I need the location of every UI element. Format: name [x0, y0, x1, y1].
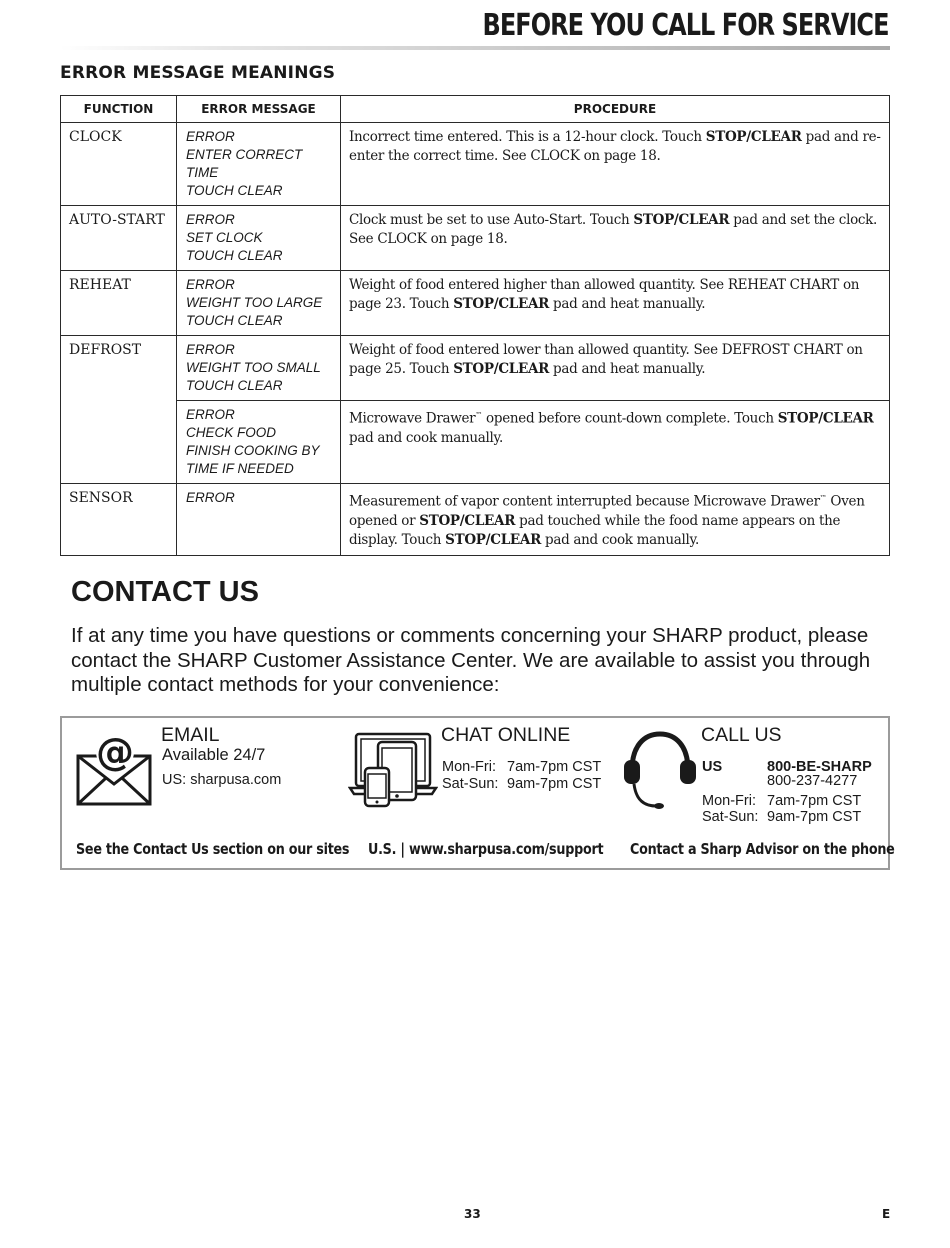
procedure-text: pad and set the clock. See CLOCK on page 18.: [349, 212, 878, 247]
call-title: CALL US: [701, 724, 782, 746]
call-hours-weekday-days: Mon-Fri:: [702, 793, 756, 809]
function-cell: SENSOR: [61, 484, 177, 556]
svg-text:@: @: [96, 730, 134, 774]
email-title: EMAIL: [161, 724, 220, 746]
procedure-text: Weight of food entered lower than allowed quantity. See DEFROST CHART on page 25. Touch: [349, 342, 863, 377]
page-number: 33: [464, 1207, 481, 1221]
procedure-cell: [341, 484, 890, 556]
procedure-text: pad and heat manually.: [549, 361, 706, 377]
function-cell: CLOCK: [61, 123, 177, 206]
call-hours-weekend-time: 9am-7pm CST: [767, 809, 862, 825]
page-header-title: BEFORE YOU CALL FOR SERVICE: [482, 8, 888, 43]
error-message-table: [60, 95, 890, 556]
table-row: [61, 336, 890, 401]
error-message-cell: [177, 401, 341, 484]
header-rule: [60, 46, 890, 50]
procedure-text: pad touched while the food name appears on the display. Touch: [349, 512, 841, 548]
contact-title: CONTACT US: [71, 576, 259, 608]
table-row: [61, 271, 890, 336]
procedure-text: Measurement of vapor content interrupted because Microwave Drawer: [349, 493, 820, 510]
procedure-cell: [341, 123, 890, 206]
error-message-line: ERROR: [186, 342, 235, 357]
procedure-cell: [341, 336, 890, 401]
call-phone-number[interactable]: 800-237-4277: [767, 773, 858, 789]
procedure-text: pad and cook manually.: [541, 531, 700, 548]
trademark-symbol: ™: [819, 494, 827, 502]
procedure-bold-text: STOP/CLEAR: [633, 212, 730, 228]
procedure-bold-text: STOP/CLEAR: [419, 512, 516, 529]
email-envelope-icon: [76, 730, 154, 808]
error-message-line: ERROR: [186, 212, 235, 227]
headset-icon: [622, 730, 698, 810]
error-message-line: ERROR: [186, 490, 235, 505]
function-cell: AUTO-START: [61, 206, 177, 271]
procedure-bold-text: STOP/CLEAR: [705, 129, 802, 145]
table-row: [61, 123, 890, 206]
chat-footer[interactable]: U.S. | www.sharpusa.com/support: [368, 840, 604, 858]
contact-intro: If at any time you have questions or comments concerning your SHARP product, please contact the SHARP Customer Assistance Center. We are available to assist you through multiple contact methods for your convenience:: [71, 624, 871, 696]
error-message-line: TIME IF NEEDED: [186, 461, 294, 476]
chat-hours-weekend-time: 9am-7pm CST: [507, 776, 602, 792]
column-header-error-message: ERROR MESSAGE: [177, 96, 341, 123]
chat-hours-weekday-days: Mon-Fri:: [442, 759, 496, 775]
error-message-cell: [177, 336, 341, 401]
procedure-text: Incorrect time entered. This is a 12-hour clock. Touch: [349, 129, 706, 145]
procedure-bold-text: STOP/CLEAR: [445, 531, 541, 548]
trademark-symbol: ™: [475, 411, 483, 419]
error-message-line: FINISH COOKING BY: [186, 443, 320, 458]
email-site[interactable]: US: sharpusa.com: [162, 772, 282, 788]
error-message-line: TOUCH CLEAR: [186, 248, 283, 263]
devices-icon: [348, 732, 438, 808]
procedure-bold-text: STOP/CLEAR: [777, 410, 874, 427]
contact-methods-box: [60, 716, 895, 870]
email-availability: Available 24/7: [162, 746, 266, 764]
call-hours-weekend-days: Sat-Sun:: [702, 809, 759, 825]
error-message-line: WEIGHT TOO SMALL: [186, 360, 321, 375]
table-header-row: [61, 96, 890, 123]
call-footer: Contact a Sharp Advisor on the phone: [630, 840, 895, 858]
error-message-line: ERROR: [186, 407, 235, 422]
error-message-line: ENTER CORRECT TIME: [186, 147, 303, 180]
error-section-title: ERROR MESSAGE MEANINGS: [60, 63, 336, 83]
chat-hours-weekday-time: 7am-7pm CST: [507, 759, 602, 775]
procedure-text: opened before count-down complete. Touch: [482, 410, 778, 427]
table-row: [61, 206, 890, 271]
procedure-cell: [341, 206, 890, 271]
function-cell: DEFROST: [61, 336, 177, 484]
procedure-text: pad and re-enter the correct time. See CLOCK on page 18.: [349, 129, 881, 164]
procedure-text: pad and heat manually.: [549, 296, 706, 312]
table-row: [61, 484, 890, 556]
column-header-function: FUNCTION: [61, 96, 177, 123]
procedure-cell: [341, 271, 890, 336]
error-message-line: TOUCH CLEAR: [186, 313, 283, 328]
error-message-line: WEIGHT TOO LARGE: [186, 295, 323, 310]
procedure-text: Weight of food entered higher than allowed quantity. See REHEAT CHART on page 23. Touch: [349, 277, 860, 312]
procedure-text: Microwave Drawer: [349, 410, 476, 427]
procedure-text: Clock must be set to use Auto-Start. Touch: [349, 212, 634, 228]
error-message-line: ERROR: [186, 129, 235, 144]
error-message-cell: [177, 123, 341, 206]
call-phone-word[interactable]: 800-BE-SHARP: [767, 759, 872, 775]
function-cell: REHEAT: [61, 271, 177, 336]
chat-hours-weekend-days: Sat-Sun:: [442, 776, 499, 792]
error-message-line: SET CLOCK: [186, 230, 263, 245]
error-table-body: [61, 123, 890, 556]
procedure-text: Oven opened or: [349, 493, 865, 529]
procedure-bold-text: STOP/CLEAR: [453, 361, 550, 377]
email-footer: See the Contact Us section on our sites: [76, 840, 350, 858]
error-message-cell: [177, 484, 341, 556]
error-message-cell: [177, 271, 341, 336]
column-header-procedure: PROCEDURE: [341, 96, 890, 123]
table-row: [61, 401, 890, 484]
procedure-bold-text: STOP/CLEAR: [453, 296, 550, 312]
error-message-line: TOUCH CLEAR: [186, 183, 283, 198]
error-message-line: ERROR: [186, 277, 235, 292]
chat-title: CHAT ONLINE: [441, 724, 571, 746]
procedure-cell: [341, 401, 890, 484]
page-language: E: [882, 1207, 891, 1221]
error-message-line: TOUCH CLEAR: [186, 378, 283, 393]
call-hours-weekday-time: 7am-7pm CST: [767, 793, 862, 809]
procedure-text: pad and cook manually.: [349, 429, 504, 446]
error-message-line: CHECK FOOD: [186, 425, 277, 440]
call-region: US: [702, 759, 723, 775]
error-message-cell: [177, 206, 341, 271]
